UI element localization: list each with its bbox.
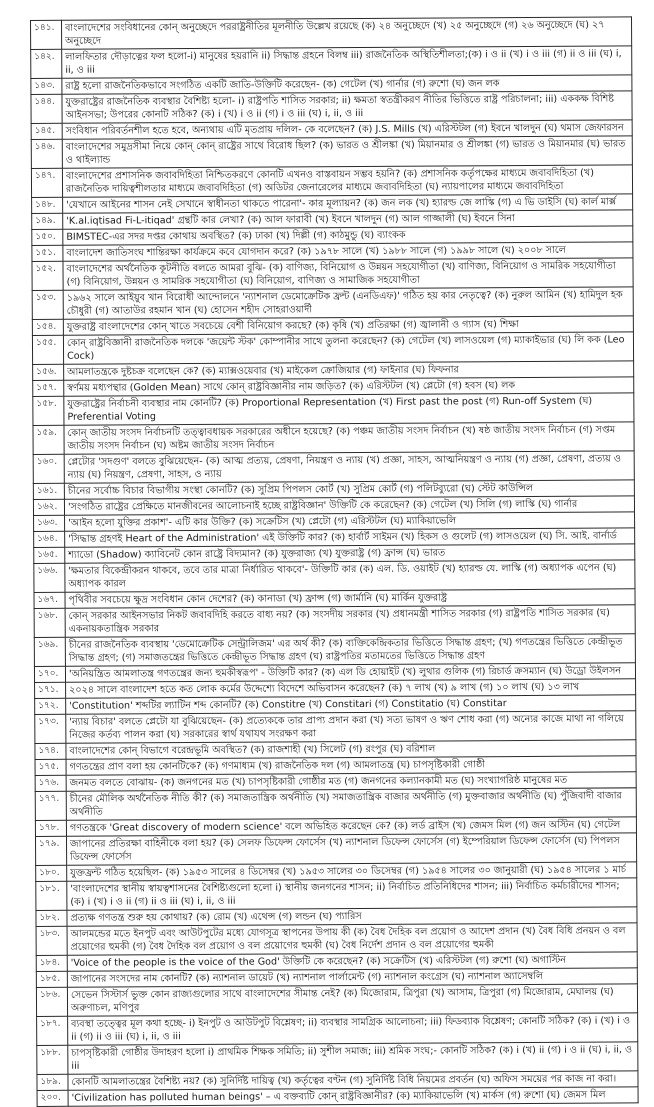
question-number: ১৬২.: [33, 499, 64, 515]
question-text: বাংলাদেশের প্রশাসনিক জবাবদিহিতা নিশ্চিতকরণে কোনটি এখনও বাস্তবায়ন সম্ভব হয়নি? (ক) প্রশাসনিক কর্তৃপক্ষের মাধ্যমে জবাবদিহিতা (খ) রাজনৈতিক দায়িত্বশীলতার মাধ্যমে জবাবদিহিতা (গ) অডিটর জেনারেলের মাধ্যমে জবাবদিহিতা (ঘ) ন্যায়পালের মাধ্যমে জবাবদিহিতা: [62, 165, 632, 197]
question-number: ১৮১.: [36, 881, 67, 910]
question-text: 'K.al.iqtisad Fi-L-itiqad' গ্রন্থটি কার লেখা? (ক) আল ফারাবী (খ) ইবনে খালদুন (গ) আল গাজ্জালী (ঘ) ইবনে সিনা: [63, 210, 633, 229]
question-row: [34, 605, 635, 638]
question-text: সংবিধান পরিবর্তনশীল হতে হবে, অন্যথায় এটি মৃতপ্রায় দলিল- কে বলেছেন? (ক) J.S. Mills (খ) এরিস্টটল (গ) ইবনে খালদুন (ঘ) থমাস জেফারসন: [62, 120, 632, 139]
question-text: 'ক্ষমতার বিকেন্দ্রীকরন থাকবে, তবে তার মাত্রা নির্ধারিত থাকবে'- উক্তিটি কার (ক) এল. ডি. ওয়াইট (খ) হ্যারল্ড যে. লাস্কি (গ) অধ্যাপক এপেন (ঘ) অধ্যাপক কারল: [65, 560, 635, 592]
question-number: ১৪৪.: [31, 94, 62, 123]
question-text: যুক্তরাষ্ট্রের রাজনৈতিক ব্যবস্থার বৈশিষ্ট্য হলো- i) রাষ্ট্রপতি শাসিত সরকার; ii) ক্ষমতা স্বতন্ত্রীকরণ নীতির ভিত্তিতে রাষ্ট্র পরিচালনা; iii) এককক্ষ বিশিষ্ট আইনসভা; উপরের কোনটি সঠিক? (ক) i (খ) i ও ii (গ) i ও iii (ঘ) i, ii, ও iii: [62, 91, 632, 123]
question-number: ১৭৬.: [35, 775, 66, 791]
question-text: 'অনিয়ন্ত্রিত আমলাতন্ত্র গণতন্ত্রের জন্য হুমকীস্বরূপ' - উক্তিটি কার? (ক) এল ডি হোয়াইট (খ) লুথার গুলিক (গ) রিচার্ড ক্রসম্যান (ঘ) উড্রো উইলসন: [65, 663, 635, 682]
question-number: ১৫৯.: [33, 425, 64, 454]
question-number: ১৬৬.: [34, 563, 65, 592]
question-number: ১৭৫.: [35, 759, 66, 775]
question-number: ১৫৮.: [33, 396, 64, 425]
question-number: ১৭০.: [34, 666, 65, 682]
question-number: ১৮৩.: [36, 926, 67, 955]
question-number: ১৭২.: [35, 698, 66, 714]
question-text: 'ন্যায় বিচার' বলতে প্লেটো যা বুঝিয়েছেন- (ক) প্রত্যেককে তার প্রাপ্য প্রদান করা (খ) সত্য ভাষণ ও ঋণ শোধ করা (গ) অন্যের কাজে মাথা না গলিয়ে নিজের কর্তব্য পালন করা (ঘ) সরকারের স্বার্থ যথাযথ সংরক্ষণ করা: [66, 711, 636, 743]
question-text: আমলাতন্ত্রকে দুষ্টচক্র বলেছেন কে? (ক) ম্যাক্সওয়েবার (খ) মাইকেল ক্রোজিয়ার (গ) ফাইনার (ঘ) ফিফনার: [64, 361, 634, 380]
question-row: [37, 1013, 638, 1046]
question-number: ১৪৯.: [32, 213, 63, 229]
question-number: ১৮৯.: [37, 1074, 68, 1090]
question-row: [31, 17, 632, 50]
question-number: ১৪২.: [31, 49, 62, 78]
question-text: ব্যবস্থা তত্ত্বের মূল কথা হচ্ছে- i) ইনপুট ও আউটপুট বিশ্লেষণ; ii) ব্যবস্থার সামগ্রিক আলোচনা; iii) ফিডব্যাক বিশ্লেষণ; কোনটি সঠিক? (ক) i (খ) i ও ii (গ) ii ও iii (ঘ) i, ii, ও iii: [68, 1013, 638, 1045]
question-text: কোন্ সরকার আইনসভার নিকট জবাবদিহি করতে বাধ্য নয়? (ক) সংসদীয় সরকার (খ) প্রধানমন্ত্রী শাসিত সরকার (গ) রাষ্ট্রপতি শাসিত সরকার (ঘ) একনায়কতান্ত্রিক সরকার: [65, 605, 635, 637]
question-text: কোনটি আমলাতন্ত্রের বৈশিষ্ট্য নয়? (ক) সুনির্দিষ্ট দায়িত্ব (খ) কর্তৃত্বের বণ্টন (গ) সুনির্দিষ্ট বিধি নিয়মের প্রবর্তন (ঘ) অফিস সময়ের পর কাজ না করা।: [68, 1071, 638, 1090]
question-number: ১৫৭.: [33, 380, 64, 396]
question-row: [32, 332, 633, 365]
question-row: [34, 560, 635, 593]
question-number: ১৫৫.: [32, 335, 63, 364]
question-text: বাংলাদেশের অর্থনৈতিক কূটনীতি বলতে আমরা বুঝি- (ক) বাণিজ্য, বিনিয়োগ ও উন্নয়ন সহযোগীতা (খ) বাণিজ্য, বিনিয়োগ ও সামরিক সহযোগীতা (গ) বিনিয়োগ, উন্নয়ন ও সামরিক সহযোগীতা (ঘ) বিনিয়োগ, বাণিজ্য ও সামাজিক সহযোগীতা: [63, 258, 633, 290]
question-text: 'Civilization has polluted human beings' – এ বক্তব্যটি কোন্ রাষ্ট্রবিজ্ঞানীর? (ক) ম্যাকিয়াভেলি (খ) মার্কস (গ) রুশো (ঘ) জেমস মিল: [68, 1087, 638, 1106]
question-number: ১৬০.: [33, 454, 64, 483]
question-text: চীনের রাজনৈতিক ব্যবস্থায় 'ডেমোক্রেটিক সেন্ট্রালিজম' এর অর্থ কী? (ক) ব্যক্তিকেন্দ্রিকতার ভিত্তিতে সিদ্ধান্ত গ্রহণ; (খ) গণতন্ত্রের ভিত্তিতে কেন্দ্রীভূত সিদ্ধান্ত গ্রহণ; (গ) সমাজতন্ত্রের ভিত্তিতে কেন্দ্রীভূত সিদ্ধান্ত গ্রহণ (ঘ) রাষ্ট্রপতির মতামতের ভিত্তিতে সিদ্ধান্ত গ্রহণ: [65, 634, 635, 666]
question-text: জাপানের সংসদের নাম কোনটি? (ক) ন্যাশনাল ডায়েট (খ) ন্যাশনাল পার্লামেন্ট (গ) ন্যাশনাল কংগ্রেস (ঘ) ন্যাশনাল অ্যাসেম্বলি: [67, 968, 637, 987]
question-number: ১৬৪.: [34, 531, 65, 547]
question-row: [31, 91, 632, 124]
question-text: চীনের সর্বোচ্চ বিচার বিভাগীয় সংস্থা কোনটি? (ক) সুপ্রিম পিপলস কোর্ট (খ) সুপ্রিম কোর্ট (গ) পলিটব্যুরো (ঘ) স্টেট কাউন্সিল: [64, 480, 634, 499]
question-table: [30, 16, 639, 1107]
question-text: লালফিতার দৌড়াত্নের ফল হলো-i) মানুষের হয়রানি ii) সিদ্ধান্ত গ্রহনে বিলম্ব iii) রাজনৈতিক অস্থিতিশীলতা;(ক) i ও ii (খ) i ও iii (গ) ii ও iii (ঘ) i, ii, ও iii: [62, 46, 632, 78]
question-number: ১৮৫.: [36, 971, 67, 987]
question-text: কোন্ রাষ্ট্রবিজ্ঞানী রাজনৈতিক দলকে 'জয়েন্ট স্টক' কোম্পানীর সাথে তুলনা করেছেন? (ক) গেটেল (খ) লাসওয়েল (গ) ম্যাকাইভার (ঘ) লি কক (Leo Cock): [63, 332, 633, 364]
question-text: 'সিদ্ধান্ত গ্রহণই Heart of the Administration' এই উক্তিটি কার? (ক) হার্বার্ট সাইমন (খ) হিকস ও গুলেট (গ) লাসওয়েল (ঘ) সি. আই. বার্নার্ড: [65, 528, 635, 547]
question-number: ১৪৭.: [31, 168, 62, 197]
question-text: যুক্তরাষ্ট্রের নির্বাচনী ব্যবস্থার নাম কোনটি? (ক) Proportional Representation (খ) First past the post (গ) Run-off System (ঘ) Preferential Voting: [64, 393, 634, 425]
question-number: ১৮২.: [36, 910, 67, 926]
question-row: [35, 788, 636, 821]
question-row: [36, 984, 637, 1017]
question-row: [31, 136, 632, 169]
question-text: রাষ্ট্র হলো রাজনৈতিকভাবে সংগঠিত একটি জাতি-উক্তিটি করেছেন- (ক) গেটেল (খ) গার্নার (গ) রুশো (ঘ) জন লক: [62, 75, 632, 94]
question-number: ১৮০.: [36, 865, 67, 881]
question-number: ১৬৯.: [34, 637, 65, 666]
question-number: ১৭৯.: [35, 836, 66, 865]
question-text: যুক্তফ্রন্ট গঠিত হয়েছিল- (ক) ১৯৫৩ সালের ৪ ডিসেম্বর (খ) ১৯৫৩ সালের ৩০ ডিসেম্বর (গ) ১৯৫৪ সালের ৩০ জানুয়ারী (ঘ) ১৯৫৪ সালের ১ মার্চ: [67, 862, 637, 881]
question-row: [37, 1087, 638, 1107]
question-number: ১৮৬.: [36, 987, 67, 1016]
question-text: ২০২৪ সালে বাংলাদেশ হতে কত লোক কর্মের উদ্দেশ্যে বিদেশে অভিবাসন করেছেন? (ক) ৭ লাখ (খ) ৯ লাখ (গ) ১০ লাখ (ঘ) ১৩ লাখ: [66, 679, 636, 698]
question-row: [33, 422, 634, 455]
question-number: ১৬৫.: [34, 547, 65, 563]
question-text: 'সংগঠিত রাষ্ট্রের প্রেক্ষিতে মানজীবনের আলোচনাই হচ্ছে রাষ্ট্রবিজ্ঞান' উক্তিটি কে করেছেন? (ক) গেটেল (খ) সিলি (গ) লাস্কি (ঘ) গার্নার: [64, 496, 634, 515]
question-number: ১৬১.: [33, 483, 64, 499]
question-text: বাংলাদেশের সমুদ্রসীমা নিয়ে কোন্ কোন্ রাষ্ট্রের সাথে বিরোধ ছিল? (ক) ভারত ও শ্রীলঙ্কা (খ) মিয়ানমার ও শ্রীলঙ্কা (গ) ভারত ও মিয়ানমার (ঘ) ভারত ও থাইল্যান্ড: [62, 136, 632, 168]
question-text: BIMSTEC-এর সদর দপ্তর কোথায় অবস্থিত? (ক) ঢাকা (খ) দিল্লী (গ) কাঠমুন্ডু (ঘ) ব্যাংকক: [63, 226, 633, 245]
question-text: জনমত বলতে বোঝায়- (ক) জনগনের মত (খ) চাপসৃষ্টিকারী গোষ্ঠীর মত (গ) জনগনের কল্যানকামী মত (ঘ) সংখ্যাগরিষ্ঠ মানুষের মত: [66, 772, 636, 791]
question-row: [34, 634, 635, 667]
question-text: আলমন্ডের মতে ইনপুট এবং আউটপুটের মধ্যে যোগসূত্র স্থাপনের উপায় কী (ক) বৈধ দৈহিক বল প্রয়োগ ও আদেশ প্রদান (খ) বৈধ বিধি প্রনয়ন ও বল প্রয়োগের হুমকী (গ) বৈধ দৈহিক বল প্রয়োগ ও বল প্রয়োগের হুমকী (ঘ) বৈধ নির্দেশ প্রদান ও বল প্রয়োগের হুমকী: [67, 923, 637, 955]
question-text: চাপসৃষ্টিকারী গোষ্ঠীর উদাহরণ হলো i) প্রাথমিক শিক্ষক সমিতি; ii) সুশীল সমাজ; iii) শ্রমিক সংঘ;- কোনটি সঠিক? (ক) i (খ) ii (গ) i ও ii (ঘ) i, ii, ও iii: [68, 1042, 638, 1074]
question-text: বাংলাদেশের কোন্ বিভাগে বরেন্দ্রভূমি অবস্থিত? (ক) রাজশাহী (খ) সিলেট (গ) রংপুর (ঘ) বরিশাল: [66, 740, 636, 759]
question-text: গণতন্ত্রকে 'Great discovery of modern science' বলে অভিহিত করেছেন কে? (ক) লর্ড ব্রাইস (খ) জেমস মিল (গ) জন অস্টিন (ঘ) গেটেল: [66, 817, 636, 836]
question-number: ১৬৩.: [34, 515, 65, 531]
question-row: [35, 833, 636, 866]
question-number: ১৭৪.: [35, 743, 66, 759]
question-text: সেভেন সিস্টার্স ভুক্ত কোন রাজ্যগুলোর সাথে বাংলাদেশের সীমান্ত নেই? (ক) মিজোরাম, ত্রিপুরা (খ) আসাম, ত্রিপুরা (গ) মিজোরাম, মেঘালয় (ঘ) অরুণাচল, মণিপুর: [67, 984, 637, 1016]
question-number: ১৮৪.: [36, 955, 67, 971]
question-number: ১৪১.: [31, 20, 62, 49]
question-number: ১৭৭.: [35, 791, 66, 820]
question-number: ১৮৮.: [37, 1045, 68, 1074]
question-text: 'যেখানে আইনের শাসন নেই সেখানে স্বাধীনতা থাকতে পারেনা'- কার মূল্যায়ন? (ক) জন লক (খ) হ্যারল্ড জে লাস্কি (গ) এ ভি ডাইসি (ঘ) কার্ল মার্ক্স: [63, 194, 633, 213]
question-text: প্লেটোর 'সদগুণ' বলতে বুঝিয়েছেন- (ক) আত্ম প্রত্যয়, প্রেষণা, নিয়ন্ত্রণ ও ন্যায় (খ) প্রজ্ঞা, সাহস, আত্মনিয়ন্ত্রণ ও ন্যায় (গ) প্রজ্ঞা, প্রেষণা, প্রত্যয় ও ন্যায় (ঘ) নিয়ন্ত্রণ, প্রেষণা, সাহস, ও ন্যায়: [64, 451, 634, 483]
question-text: 'বাংলাদেশের স্থানীয় স্বায়ত্বশাসনের বৈশিষ্ট্যগুলো হলো i) স্থানীয় জনগনের শাসন; ii) নির্বাচিত প্রতিনিধিদের শাসন; iii) নির্বাচিত কর্মচারীদের শাসন; (ক) i (খ) i ও ii (গ) ii ও iii (ঘ) i, ii, ও iii: [67, 878, 637, 910]
question-number: ১৪৩.: [31, 78, 62, 94]
question-row: [35, 711, 636, 744]
question-text: চীনের মৌলিক অর্থনৈতিক নীতি কী? (ক) সমাজতান্ত্রিক অর্থনীতি (খ) সমাজতান্ত্রিক বাজার অর্থনীতি (গ) মুক্তবাজার অর্থনীতি (ঘ) পুঁজিবাদী বাজার অর্থনীতি: [66, 788, 636, 820]
question-text: বাংলাদেশ জাতিসংঘ শান্তিরক্ষা কার্যক্রমে কবে যোগদান করে? (ক) ১৯৭৮ সালে (খ) ১৯৮৮ সালে (গ) ১৯৯৮ সালে (ঘ) ২০০৮ সালে: [63, 242, 633, 261]
question-row: [31, 165, 632, 198]
question-text: জাপানের প্রতিরক্ষা বাহিনীকে বলা হয়? (ক) সেলফ ডিফেন্স ফোর্সেস (খ) ন্যাশনাল ডিফেন্স ফোর্সেস (গ) ইম্পেরিয়াল ডিফেন্স ফোর্সেস (ঘ) পিপলস ডিফেন্স ফোর্সেস: [66, 833, 636, 865]
question-row: [32, 287, 633, 320]
question-row: [31, 46, 632, 79]
question-number: ১৫১.: [32, 245, 63, 261]
question-text: যুক্তরাষ্ট্র বাংলাদেশের কোন্ খাতে সবচেয়ে বেশী বিনিয়োগ করছে? (ক) কৃষি (খ) প্রতিরক্ষা (গ) জ্বালানী ও গ্যাস (ঘ) শিক্ষা: [63, 316, 633, 335]
question-number: ১৫০.: [32, 229, 63, 245]
question-row: [32, 258, 633, 291]
question-row: [37, 1042, 638, 1075]
question-number: ২০০.: [37, 1090, 68, 1106]
question-number: ১৫২.: [32, 261, 63, 290]
question-text: পৃথিবীর সবচেয়ে ক্ষুদ্র সংবিধান কোন দেশের? (ক) কানাডা (খ) ফ্রান্স (গ) জার্মানি (ঘ) মার্কিন যুক্তরাষ্ট্র: [65, 589, 635, 608]
question-row: [36, 923, 637, 956]
question-number: ১৭৮.: [35, 820, 66, 836]
question-sheet: [30, 16, 639, 1107]
question-text: বাংলাদেশের সংবিধানের কোন্ অনুচ্ছেদে পররাষ্ট্রনীতির মূলনীতি উল্লেখ রয়েছে (ক) ২৪ অনুচ্ছেদে (খ) ২৫ অনুচ্ছেদে (গ) ২৬ অনুচ্ছেদে (ঘ) ২৭ অনুচ্ছেদে: [62, 17, 632, 49]
question-number: ১৪৬.: [31, 139, 62, 168]
question-number: ১৭১.: [35, 682, 66, 698]
question-number: ১৫৪.: [32, 319, 63, 335]
question-text: প্রত্যক্ষ গণতন্ত্র শুরু হয় কোথায়? (ক) রোম (খ) এথেন্স (গ) লন্ডন (ঘ) প্যারিস: [67, 907, 637, 926]
question-text: শ্যাডো (Shadow) ক্যাবিনেট কোন রাষ্ট্রে বিদ্যমান? (ক) যুক্তরাজ্য (খ) যুক্তরাষ্ট্র (গ) ফ্রান্স (ঘ) ভারত: [65, 544, 635, 563]
question-number: ১৬৮.: [34, 608, 65, 637]
question-number: ১৭৩.: [35, 714, 66, 743]
question-text: স্বর্ণময় মধ্যপন্থার (Golden Mean) সাথে কোন্ রাষ্ট্রবিজ্ঞানীর নাম জড়িত? (ক) এরিস্টটল (খ) প্লেটো (গ) হবস (ঘ) লক: [64, 377, 634, 396]
question-text: 'আইন হলো যুক্তির প্রকাশ'- এটি কার উক্তি? (ক) সক্রেটিস (খ) প্লেটো (গ) এরিস্টটল (ঘ) ম্যাকিয়াভেলি: [65, 512, 635, 531]
question-number: ১৪৮.: [32, 197, 63, 213]
question-text: 'Voice of the people is the voice of the God' উক্তিটি কে করেছেন? (ক) সক্রেটিস (খ) এরিস্টটল (গ) রুশো (ঘ) অগাস্টিন: [67, 952, 637, 971]
question-number: ১৫৬.: [33, 364, 64, 380]
question-text: 'Constitution' শব্দটির ল্যাটিন শব্দ কোনটি? (ক) Constitre (খ) Constitari (গ) Constitatio (ঘ) Constitar: [66, 695, 636, 714]
question-text: ১৯৬২ সালে আইয়ুব খান বিরোধী আন্দোলনে 'ন্যাশনাল ডেমোক্রেটিক ফ্রন্ট (এনডিএফ)' গঠিত হয় কার নেতৃত্বে? (ক) নুরুল আমিন (খ) হামিদুল হক চৌধুরী (গ) আতাউর রহমান খান (ঘ) হোসেন শহীদ সোহরাওয়ার্দী: [63, 287, 633, 319]
question-row: [33, 451, 634, 484]
question-row: [33, 393, 634, 426]
question-number: ১৪৫.: [31, 123, 62, 139]
question-text: কোন্ জাতীয় সংসদ নির্বাচনটি তত্ত্বাবধায়ক সরকারের অধীনে হয়েছে? (ক) পঞ্চম জাতীয় সংসদ নির্বাচন (খ) ষষ্ঠ জাতীয় সংসদ নির্বাচন (গ) সপ্তম জাতীয় সংসদ নির্বাচন (ঘ) অষ্টম জাতীয় সংসদ নির্বাচন: [64, 422, 634, 454]
question-text: গণতন্ত্রের প্রাণ বলা হয় কোনটিকে? (ক) গণমাধ্যম (খ) রাজনৈতিক দল (গ) আমলাতন্ত্র (ঘ) চাপসৃষ্টিকারী গোষ্ঠী: [66, 756, 636, 775]
question-number: ১৮৭.: [37, 1016, 68, 1045]
question-number: ১৫৩.: [32, 290, 63, 319]
question-row: [36, 878, 637, 911]
question-number: ১৬৭.: [34, 592, 65, 608]
